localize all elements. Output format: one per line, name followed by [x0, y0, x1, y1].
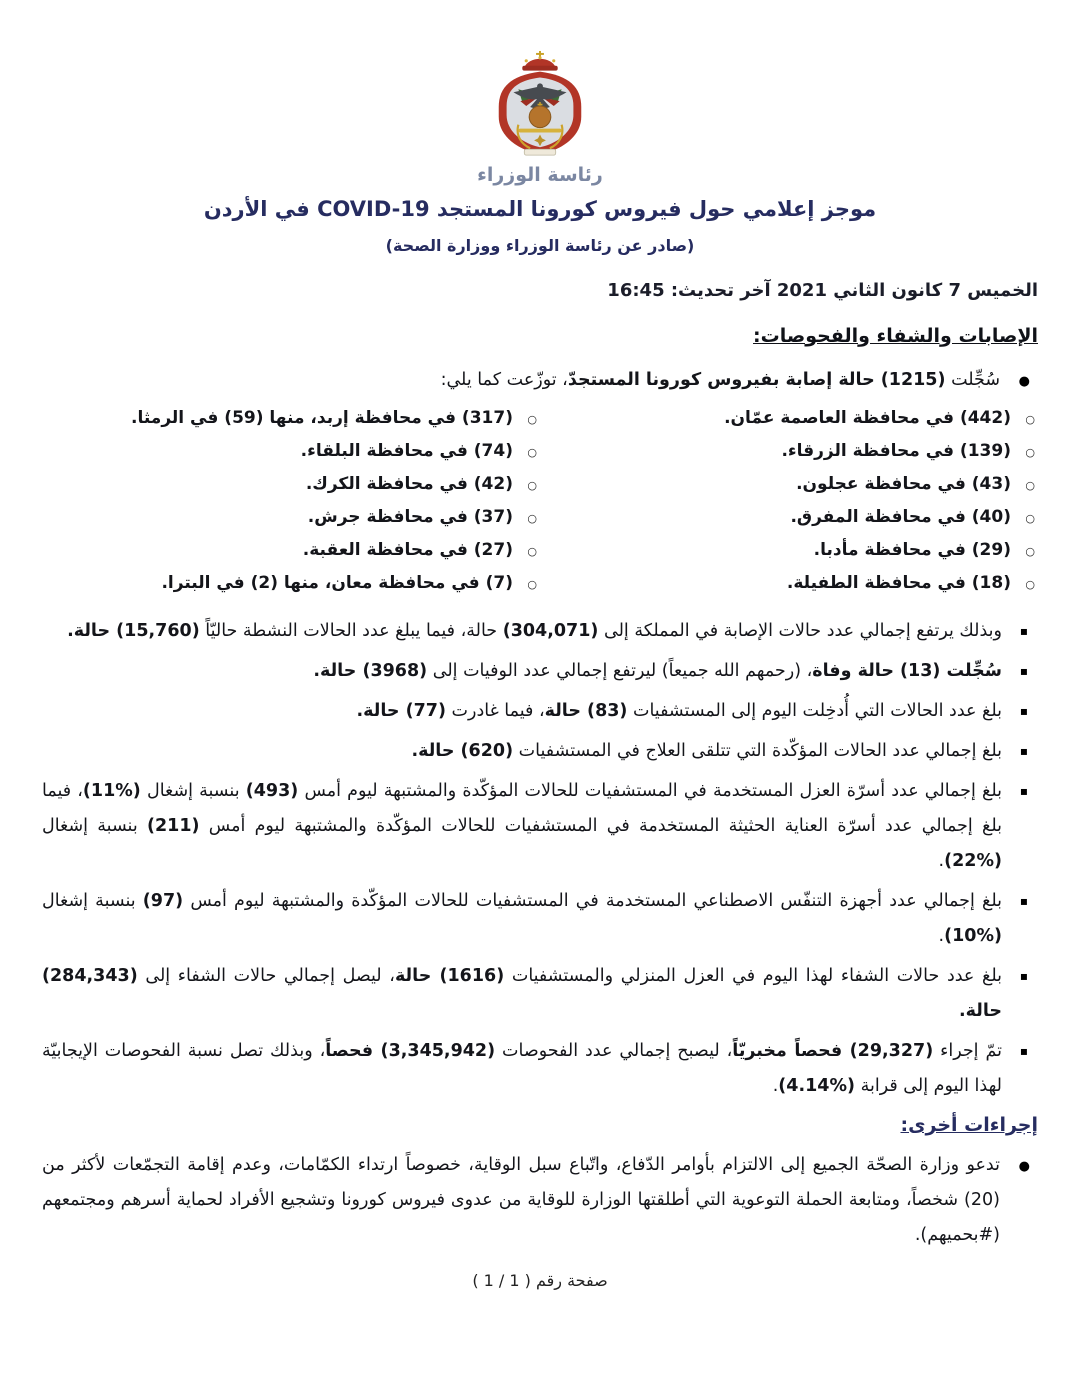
- text-run: ، وبذلك تصل نسبة الفحوصات الإيجابيّة لهذا اليوم إلى قرابة: [42, 1040, 1002, 1096]
- stat-item-isolation-icu-beds: [42, 774, 1038, 879]
- text-run: ، (رحمهم الله جميعاً) ليرتفع إجمالي عدد الوفيات إلى: [427, 660, 813, 681]
- governorate-item: [42, 402, 540, 435]
- text-run: بلغ إجمالي عدد الحالات المؤكّدة التي تتلقى العلاج في المستشفيات: [513, 740, 1002, 761]
- dot-bullet-icon: ●: [1018, 373, 1030, 389]
- text-run: (3,345,942) فحصاً: [325, 1040, 496, 1061]
- text-run: (1215) حالة إصابة بفيروس كورونا المستجدّ: [567, 369, 946, 390]
- governorate-label: (74) في محافظة البلقاء.: [300, 440, 513, 461]
- section-heading-other-measures: إجراءات أخرى:: [900, 1113, 1038, 1136]
- text-run: .: [938, 925, 945, 946]
- governorate-label: (139) في محافظة الزرقاء.: [781, 440, 1011, 461]
- dot-bullet-icon: ●: [1018, 1158, 1030, 1174]
- text-run: (1616) حالة: [394, 965, 505, 986]
- stat-item-tests: [42, 1034, 1038, 1104]
- governorate-item: [42, 567, 540, 600]
- circle-bullet-icon: ○: [527, 412, 537, 426]
- document-title: [42, 197, 1038, 221]
- stat-text: [42, 1041, 1002, 1096]
- text-run: (620) حالة.: [411, 740, 514, 761]
- governorate-columns: [42, 402, 1038, 600]
- circle-bullet-icon: ○: [1025, 412, 1035, 426]
- square-bullet-icon: ▪: [1019, 968, 1028, 983]
- circle-bullet-icon: ○: [1025, 478, 1035, 492]
- stat-text: [67, 621, 1002, 641]
- text-run: (83) حالة: [544, 700, 628, 721]
- text-run: موجز إعلامي حول فيروس كورونا المستجد: [429, 196, 877, 221]
- date-line: الخميس 7 كانون الثاني 2021 آخر تحديث: 16:45: [607, 279, 1038, 301]
- statistics-list: [42, 614, 1038, 1104]
- text-run: بنسبة إشغال: [140, 780, 246, 801]
- text-run: في الأردن: [203, 196, 318, 221]
- text-run: (15,760) حالة.: [67, 620, 200, 641]
- circle-bullet-icon: ○: [1025, 511, 1035, 525]
- logo-caption: رئاسة الوزراء: [477, 164, 603, 186]
- stat-item-recoveries: [42, 959, 1038, 1029]
- text-run: COVID-19: [317, 196, 430, 221]
- governorate-item: [42, 501, 540, 534]
- circle-bullet-icon: ○: [1025, 577, 1035, 591]
- circle-bullet-icon: ○: [527, 577, 537, 591]
- text-run: (%22): [944, 850, 1002, 871]
- square-bullet-icon: ▪: [1019, 623, 1028, 638]
- text-run: (284,343) حالة.: [42, 965, 1002, 1021]
- cases-intro-text: [441, 370, 1000, 390]
- stat-item-hospital-admissions: [42, 694, 1038, 729]
- circle-bullet-icon: ○: [527, 478, 537, 492]
- other-measures-bullet: [42, 1148, 1038, 1253]
- governorate-item: [540, 402, 1038, 435]
- governorate-label: (40) في محافظة المفرق.: [790, 506, 1011, 527]
- stat-text: [411, 741, 1002, 761]
- square-bullet-icon: ▪: [1019, 663, 1028, 678]
- text-run: (77) حالة.: [356, 700, 446, 721]
- stat-text: [42, 966, 1002, 1021]
- text-run: وبذلك يرتفع إجمالي عدد حالات الإصابة في المملكة إلى: [598, 620, 1002, 641]
- text-run: سُجِّلت (13) حالة وفاة: [812, 660, 1002, 681]
- stat-text: [356, 701, 1002, 721]
- section-heading-infections: الإصابات والشفاء والفحوصات:: [753, 324, 1038, 347]
- text-run: سُجِّلت: [945, 369, 1000, 390]
- circle-bullet-icon: ○: [527, 544, 537, 558]
- governorate-label: (37) في محافظة جرش.: [307, 506, 513, 527]
- text-run: (3968) حالة.: [313, 660, 428, 681]
- text-run: بلغ عدد الحالات التي أُدخِلت اليوم إلى المستشفيات: [627, 700, 1002, 721]
- governorate-label: (442) في محافظة العاصمة عمّان.: [724, 407, 1011, 428]
- text-run: .: [772, 1075, 779, 1096]
- jordan-coat-of-arms-logo: [481, 50, 599, 162]
- circle-bullet-icon: ○: [1025, 445, 1035, 459]
- text-run: (493): [245, 780, 299, 801]
- stat-item-total-cases: [42, 614, 1038, 649]
- stat-item-ventilators: [42, 884, 1038, 954]
- text-run: بلغ عدد حالات الشفاء لهذا اليوم في العزل المنزلي والمستشفيات: [504, 965, 1002, 986]
- governorate-label: (317) في محافظة إربد، منها (59) في الرمثا.: [131, 407, 513, 428]
- stat-text: [42, 891, 1002, 946]
- text-run: بلغ إجمالي عدد أسرّة العزل المستخدمة في المستشفيات للحالات المؤكّدة والمشتبهة ليوم أمس: [298, 780, 1002, 801]
- text-run: (29,327) فحصاً مخبريّاً: [732, 1040, 934, 1061]
- page-number: صفحة رقم ( 1 / 1 ): [472, 1270, 608, 1290]
- text-run: ، ليصل إجمالي حالات الشفاء إلى: [137, 965, 395, 986]
- circle-bullet-icon: ○: [1025, 544, 1035, 558]
- governorate-item: [42, 534, 540, 567]
- governorate-label: (27) في محافظة العقبة.: [302, 539, 513, 560]
- text-run: تدعو وزارة الصحّة الجميع إلى الالتزام بأوامر الدّفاع، واتّباع سبل الوقاية، خصوصاً ارتداء الكمّامات، وعدم إقامة التجمّعات لأكثر من (20) شخصاً، ومتابعة الحملة التوعوية التي أطلقتها الوزارة للوقاية من عدوى فيروس كورونا وتشجيع الأفراد لحماية أسرهم ومجتمعهم (#بحميهم).: [42, 1154, 1000, 1245]
- text-run: (211): [146, 815, 200, 836]
- logo-block: [42, 50, 1038, 187]
- governorate-item: [42, 435, 540, 468]
- cases-intro-bullet: [42, 363, 1038, 398]
- governorate-label: (43) في محافظة عجلون.: [796, 473, 1011, 494]
- governorate-item: [42, 468, 540, 501]
- text-run: ، فيما غادرت: [445, 700, 545, 721]
- square-bullet-icon: ▪: [1019, 783, 1028, 798]
- square-bullet-icon: ▪: [1019, 703, 1028, 718]
- circle-bullet-icon: ○: [527, 445, 537, 459]
- stat-text: [313, 661, 1002, 681]
- governorate-item: [540, 468, 1038, 501]
- text-run: ، فيما بلغ إجمالي عدد أسرّة العناية الحثيثة المستخدمة في المستشفيات للحالات المؤكّدة والمشتبهة ليوم أمس: [42, 780, 1002, 836]
- stat-text: [42, 781, 1002, 871]
- stat-item-deaths: [42, 654, 1038, 689]
- governorate-item: [540, 501, 1038, 534]
- text-run: ، توزّعت كما يلي:: [440, 369, 568, 390]
- governorate-item: [540, 435, 1038, 468]
- circle-bullet-icon: ○: [527, 511, 537, 525]
- text-run: (%11): [82, 780, 141, 801]
- governorate-item: [540, 534, 1038, 567]
- text-run: حالة، فيما يبلغ عدد الحالات النشطة حاليّاً: [199, 620, 503, 641]
- square-bullet-icon: ▪: [1019, 743, 1028, 758]
- stat-item-hospitalized-confirmed: [42, 734, 1038, 769]
- text-run: (304,071): [502, 620, 599, 641]
- text-run: بنسبة إشغال: [42, 890, 143, 911]
- text-run: تمّ إجراء: [933, 1040, 1002, 1061]
- text-run: (97): [142, 890, 184, 911]
- square-bullet-icon: ▪: [1019, 893, 1028, 908]
- governorate-label: (18) في محافظة الطفيلة.: [786, 572, 1011, 593]
- other-measures-text: [42, 1155, 1000, 1245]
- governorate-label: (29) في محافظة مأدبا.: [813, 539, 1011, 560]
- governorate-label: (42) في محافظة الكرك.: [305, 473, 513, 494]
- governorate-label: (7) في محافظة معان، منها (2) في البترا.: [161, 572, 513, 593]
- governorate-column-left: [42, 402, 540, 600]
- text-run: (%10): [944, 925, 1002, 946]
- governorate-item: [540, 567, 1038, 600]
- governorate-column-right: [540, 402, 1038, 600]
- text-run: .: [938, 850, 945, 871]
- text-run: بلغ إجمالي عدد أجهزة التنفّس الاصطناعي المستخدمة في المستشفيات للحالات المؤكّدة والمشتبهة ليوم أمس: [183, 890, 1003, 911]
- document-subtitle: (صادر عن رئاسة الوزراء ووزارة الصحة): [385, 235, 695, 255]
- text-run: بنسبة إشغال: [42, 815, 147, 836]
- text-run: (%4.14): [778, 1075, 856, 1096]
- text-run: ، ليصبح إجمالي عدد الفحوصات: [495, 1040, 733, 1061]
- square-bullet-icon: ▪: [1019, 1043, 1028, 1058]
